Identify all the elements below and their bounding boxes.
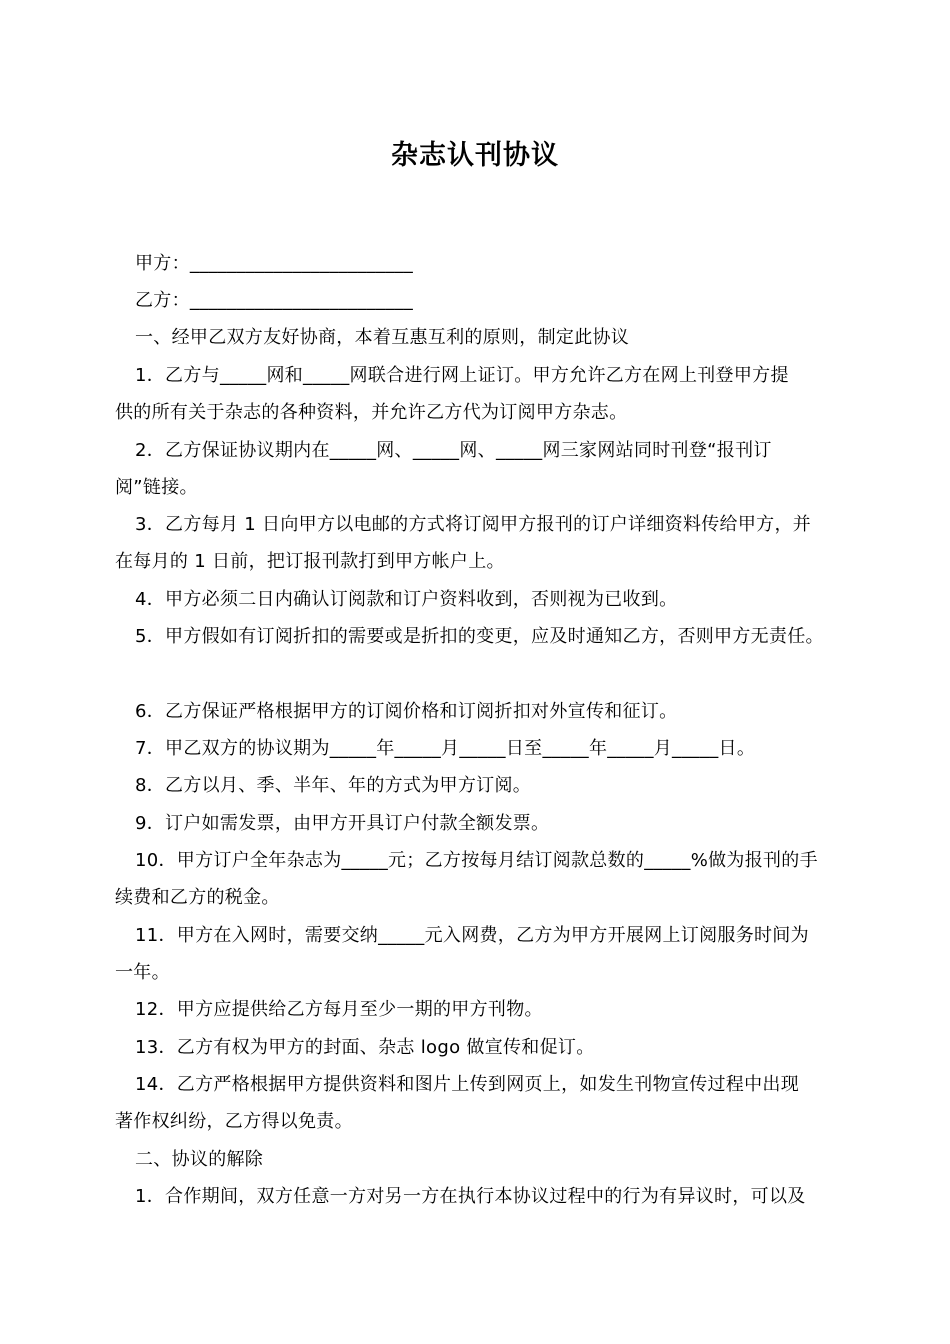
- clause-1-line-2: 供的所有关于杂志的各种资料，并允许乙方代为订阅甲方杂志。: [115, 402, 628, 423]
- clause-8: 8．乙方以月、季、半年、年的方式为甲方订阅。: [135, 775, 532, 796]
- document-title: 杂志认刊协议: [391, 140, 559, 171]
- clause-4: 4．甲方必须二日内确认订阅款和订户资料收到，否则视为已收到。: [135, 589, 678, 610]
- clause-9: 9．订户如需发票，由甲方开具订户付款全额发票。: [135, 813, 550, 834]
- clause-1-line-1: 1．乙方与_____网和_____网联合进行网上证订。甲方允许乙方在网上刊登甲方提: [135, 365, 789, 386]
- clause-12: 12．甲方应提供给乙方每月至少一期的甲方刊物。: [135, 999, 543, 1020]
- party-b-line: 乙方：________________________: [135, 290, 414, 311]
- clause-3-line-1: 3．乙方每月 1 日向甲方以电邮的方式将订阅甲方报刊的订户详细资料传给甲方，并: [135, 514, 812, 535]
- clause-6: 6．乙方保证严格根据甲方的订阅价格和订阅折扣对外宣传和征订。: [135, 701, 678, 722]
- clause-3-line-2: 在每月的 1 日前，把订报刊款打到甲方帐户上。: [115, 551, 505, 572]
- clause-14-line-1: 14．乙方严格根据甲方提供资料和图片上传到网页上，如发生刊物宣传过程中出现: [135, 1074, 800, 1095]
- party-a-line: 甲方：________________________: [135, 253, 414, 274]
- clause-13: 13．乙方有权为甲方的封面、杂志 logo 做宣传和促订。: [135, 1037, 595, 1058]
- clause-2-line-1: 2．乙方保证协议期内在_____网、_____网、_____网三家网站同时刊登“报刊订: [135, 440, 772, 461]
- termination-clause-1: 1．合作期间，双方任意一方对另一方在执行本协议过程中的行为有异议时，可以及: [135, 1186, 806, 1207]
- clause-10-line-2: 续费和乙方的税金。: [115, 887, 280, 908]
- section-heading-1: 一、经甲乙双方友好协商，本着互惠互利的原则，制定此协议: [135, 327, 630, 348]
- section-heading-2: 二、协议的解除: [135, 1149, 264, 1170]
- clause-11-line-2: 一年。: [115, 962, 170, 983]
- clause-14-line-2: 著作权纠纷，乙方得以免责。: [115, 1111, 353, 1132]
- clause-2-line-2: 阅”链接。: [115, 477, 198, 498]
- clause-5: 5．甲方假如有订阅折扣的需要或是折扣的变更，应及时通知乙方，否则甲方无责任。: [135, 626, 824, 647]
- clause-10-line-1: 10．甲方订户全年杂志为_____元；乙方按每月结订阅款总数的_____%做为报刊的手: [135, 850, 818, 871]
- clause-11-line-1: 11．甲方在入网时，需要交纳_____元入网费，乙方为甲方开展网上订阅服务时间为: [135, 925, 809, 946]
- clause-7: 7．甲乙双方的协议期为_____年_____月_____日至_____年_____月_____日。: [135, 738, 756, 759]
